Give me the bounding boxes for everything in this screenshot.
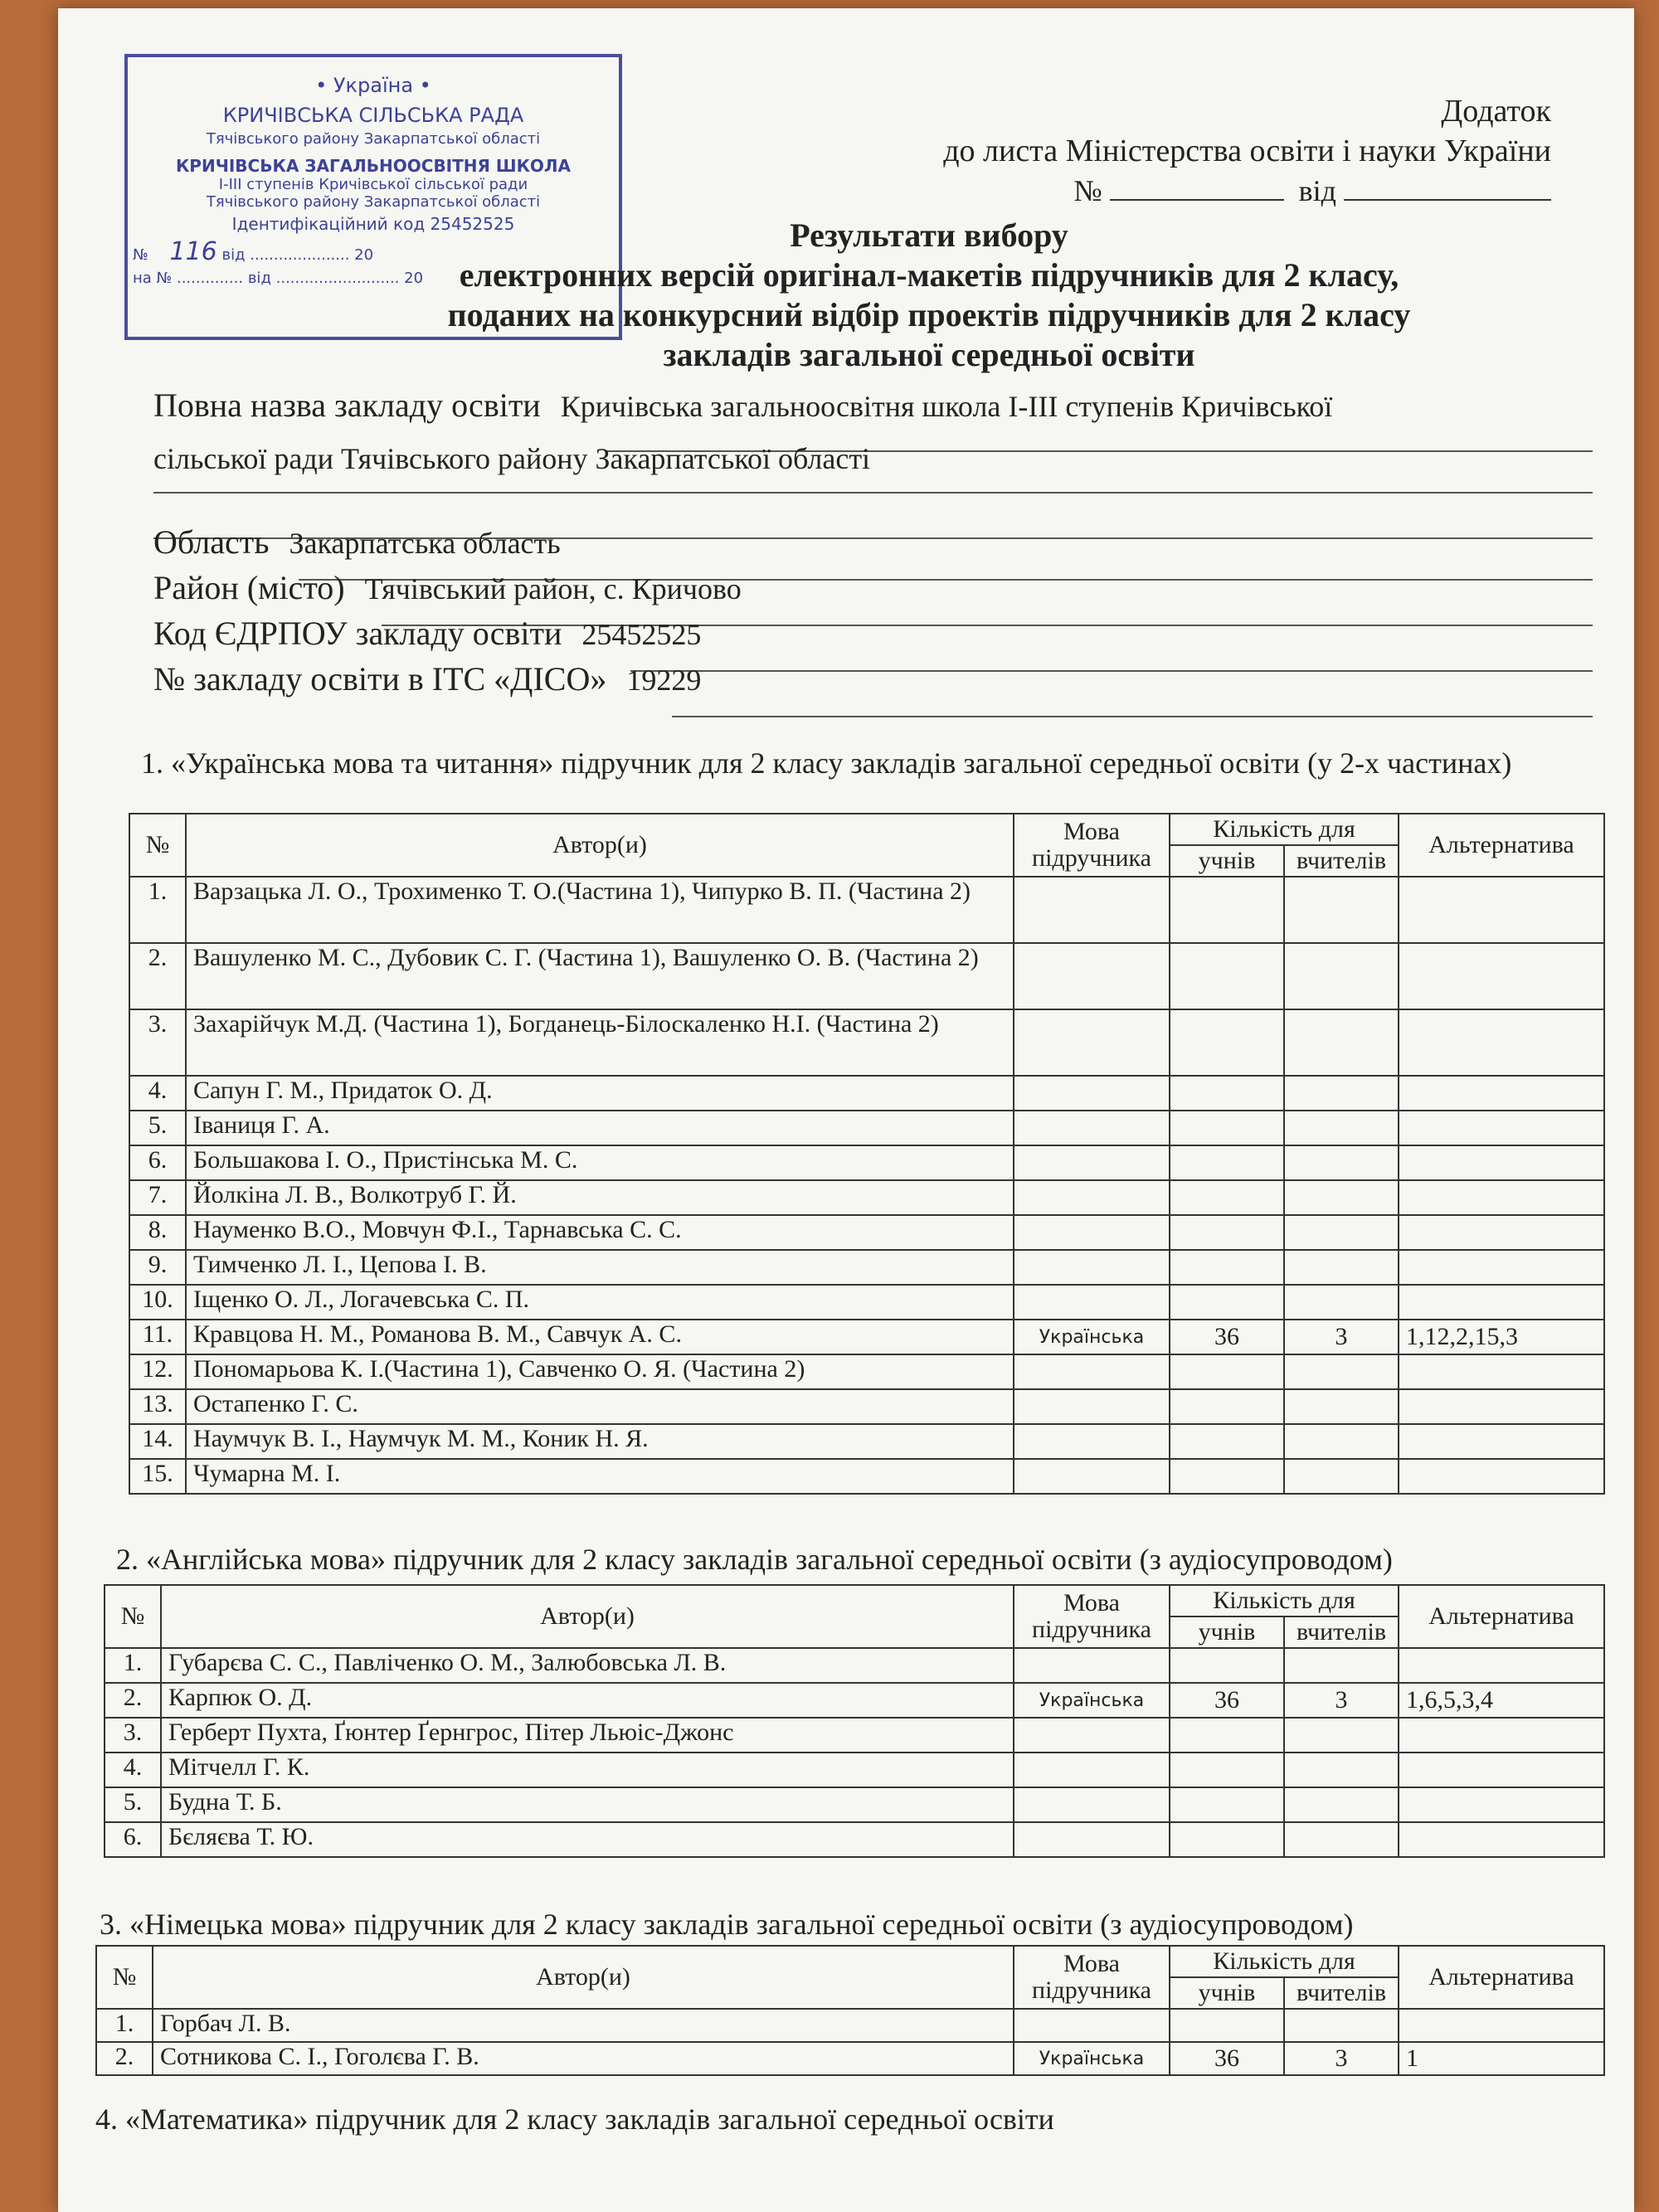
row-alternative: 1 <box>1399 2042 1604 2075</box>
row-alternative <box>1399 1076 1604 1111</box>
row-teachers-count <box>1284 1753 1399 1787</box>
row-authors: Тимченко Л. І., Цепова І. В. <box>186 1250 1014 1285</box>
row-alternative <box>1399 1459 1604 1494</box>
row-number: 15. <box>129 1459 186 1494</box>
row-language: Українська <box>1014 1683 1170 1718</box>
addendum-number-label: № <box>1073 174 1102 207</box>
row-teachers-count <box>1284 1459 1399 1494</box>
stamp-reg-no-value: 116 <box>169 237 217 266</box>
row-alternative <box>1399 943 1604 1009</box>
edrpou-value: 25452525 <box>581 618 702 651</box>
row-authors: Науменко В.О., Мовчун Ф.І., Тарнавська С. С. <box>186 1215 1014 1250</box>
row-language <box>1014 1787 1170 1822</box>
stamp-country: • Україна • <box>315 74 431 97</box>
row-alternative <box>1399 1145 1604 1180</box>
addendum-date-label: від <box>1298 174 1336 207</box>
table-row <box>129 1285 1604 1320</box>
row-students-count <box>1170 1215 1284 1250</box>
col-students-header: учнів <box>1170 845 1284 877</box>
col-num-header: № <box>129 814 186 877</box>
row-number: 8. <box>129 1215 186 1250</box>
col-alt-header: Альтернатива <box>1399 814 1604 877</box>
row-language <box>1014 1822 1170 1857</box>
row-number: 2. <box>105 1683 161 1718</box>
row-alternative <box>1399 1822 1604 1857</box>
row-authors: Вашуленко М. С., Дубовик С. Г. (Частина 1), Вашуленко О. В. (Частина 2) <box>186 943 1014 1009</box>
district-value: Тячівський район, с. Кричово <box>364 572 742 605</box>
row-alternative <box>1399 1648 1604 1683</box>
row-language <box>1014 1285 1170 1320</box>
row-alternative: 1,12,2,15,3 <box>1399 1320 1604 1354</box>
table-row <box>129 877 1604 943</box>
col-alt-header: Альтернатива <box>1399 1946 1604 2009</box>
table-row <box>129 1354 1604 1389</box>
col-qty-header: Кількість для <box>1170 814 1399 845</box>
row-students-count: 36 <box>1170 1683 1284 1718</box>
section1-table <box>129 813 1605 1495</box>
row-language <box>1014 1250 1170 1285</box>
table-row <box>129 1320 1604 1354</box>
row-teachers-count <box>1284 1009 1399 1076</box>
row-teachers-count <box>1284 1718 1399 1753</box>
row-language <box>1014 1459 1170 1494</box>
row-alternative <box>1399 1753 1604 1787</box>
row-authors: Іщенко О. Л., Логачевська С. П. <box>186 1285 1014 1320</box>
row-language <box>1014 1389 1170 1424</box>
row-number: 4. <box>129 1076 186 1111</box>
row-alternative <box>1399 1354 1604 1389</box>
itc-label: № закладу освіти в ІТС «ДІСО» <box>153 660 607 698</box>
row-teachers-count <box>1284 1822 1399 1857</box>
full-name-field-line2 <box>153 438 870 477</box>
row-language <box>1014 2009 1170 2042</box>
row-alternative <box>1399 1787 1604 1822</box>
stamp-reg2-date-label: від <box>247 270 271 287</box>
row-authors: Сотникова С. І., Гоголєва Г. В. <box>153 2042 1014 2075</box>
row-students-count <box>1170 1180 1284 1215</box>
row-teachers-count: 3 <box>1284 2042 1399 2075</box>
col-alt-header: Альтернатива <box>1399 1585 1604 1648</box>
col-authors-header: Автор(и) <box>153 1946 1014 2009</box>
row-teachers-count <box>1284 2009 1399 2042</box>
col-students-header: учнів <box>1170 1977 1284 2009</box>
row-language <box>1014 1648 1170 1683</box>
district-field <box>153 568 742 607</box>
row-students-count <box>1170 1076 1284 1111</box>
table-row <box>129 1215 1604 1250</box>
row-number: 7. <box>129 1180 186 1215</box>
row-authors: Герберт Пухта, Ґюнтер Ґернгрос, Пітер Льюіс-Джонс <box>161 1718 1014 1753</box>
table-row <box>105 1718 1604 1753</box>
stamp-id-code: Ідентифікаційний код 25452525 <box>231 214 515 234</box>
full-name-value2: сільської ради Тячівського району Закарпатської області <box>153 442 871 475</box>
table-row <box>96 2042 1604 2075</box>
col-teachers-header: вчителів <box>1284 845 1399 877</box>
row-authors: Горбач Л. В. <box>153 2009 1014 2042</box>
col-qty-header: Кількість для <box>1170 1946 1399 1977</box>
table-row <box>105 1822 1604 1857</box>
itc-field <box>153 659 701 698</box>
addendum-line1: Додаток <box>1441 94 1551 129</box>
row-authors: Наумчук В. І., Наумчук М. М., Коник Н. Я. <box>186 1424 1014 1459</box>
row-alternative <box>1399 2009 1604 2042</box>
full-name-label: Повна назва закладу освіти <box>153 386 541 424</box>
row-teachers-count <box>1284 1787 1399 1822</box>
col-num-header: № <box>105 1585 161 1648</box>
row-language <box>1014 877 1170 943</box>
row-number: 1. <box>129 877 186 943</box>
table-row <box>129 943 1604 1009</box>
stamp-council-district: Тячівського району Закарпатської області <box>206 130 541 148</box>
row-alternative <box>1399 1215 1604 1250</box>
row-students-count <box>1170 1424 1284 1459</box>
stamp-reg-year: 20 <box>354 246 374 264</box>
row-students-count <box>1170 1753 1284 1787</box>
row-alternative: 1,6,5,3,4 <box>1399 1683 1604 1718</box>
row-authors: Кравцова Н. М., Романова В. М., Савчук А. С. <box>186 1320 1014 1354</box>
table-row <box>129 1424 1604 1459</box>
stamp-reg-line: № 116 від ..................... 20 <box>133 237 374 266</box>
row-number: 10. <box>129 1285 186 1320</box>
table-row <box>129 1180 1604 1215</box>
row-teachers-count <box>1284 1215 1399 1250</box>
title-line1: Результати вибору <box>790 216 1068 254</box>
title-line2: електронних версій оригінал-макетів підручників для 2 класу, <box>459 256 1399 294</box>
addendum-date-blank <box>1344 174 1551 201</box>
col-teachers-header: вчителів <box>1284 1616 1399 1648</box>
section1-title: 1. «Українська мова та читання» підручник для 2 класу закладів загальної середньої освіти (у 2-х частинах) <box>141 746 1512 780</box>
row-students-count <box>1170 1718 1284 1753</box>
row-language <box>1014 1076 1170 1111</box>
row-students-count <box>1170 2009 1284 2042</box>
row-number: 6. <box>129 1145 186 1180</box>
row-authors: Чумарна М. І. <box>186 1459 1014 1494</box>
row-number: 1. <box>96 2009 153 2042</box>
row-students-count: 36 <box>1170 2042 1284 2075</box>
section4-title: 4. «Математика» підручник для 2 класу закладів загальної середньої освіти <box>95 2103 1054 2136</box>
table-row <box>129 1009 1604 1076</box>
row-language: Українська <box>1014 1320 1170 1354</box>
addendum-line2: до листа Міністерства освіти і науки України <box>943 134 1551 168</box>
row-teachers-count <box>1284 1250 1399 1285</box>
col-num-header: № <box>96 1946 153 2009</box>
edrpou-field <box>153 614 701 653</box>
section3-table <box>95 1945 1605 2076</box>
stamp-reg-no-label: № <box>133 246 148 264</box>
row-students-count <box>1170 1111 1284 1145</box>
row-language: Українська <box>1014 2042 1170 2075</box>
row-teachers-count <box>1284 943 1399 1009</box>
row-authors: Сапун Г. М., Придаток О. Д. <box>186 1076 1014 1111</box>
row-language <box>1014 1354 1170 1389</box>
row-authors: Большакова І. О., Пристінська М. С. <box>186 1145 1014 1180</box>
row-students-count <box>1170 1459 1284 1494</box>
row-students-count <box>1170 1648 1284 1683</box>
row-language <box>1014 943 1170 1009</box>
col-authors-header: Автор(и) <box>186 814 1014 877</box>
region-label: Область <box>153 523 270 561</box>
row-teachers-count <box>1284 877 1399 943</box>
row-teachers-count: 3 <box>1284 1320 1399 1354</box>
row-authors: Варзацька Л. О., Трохименко Т. О.(Частина 1), Чипурко В. П. (Частина 2) <box>186 877 1014 943</box>
stamp-school-level: І-ІІІ ступенів Кричівської сільської ради <box>218 176 528 193</box>
table-row <box>129 1145 1604 1180</box>
table-row <box>129 1250 1604 1285</box>
col-students-header: учнів <box>1170 1616 1284 1648</box>
section2-table <box>104 1584 1605 1858</box>
table-row <box>105 1683 1604 1718</box>
row-number: 5. <box>129 1111 186 1145</box>
row-teachers-count <box>1284 1354 1399 1389</box>
row-teachers-count <box>1284 1285 1399 1320</box>
stamp-reg2-line: на № .............. від .......................... 20 <box>133 270 424 287</box>
row-alternative <box>1399 877 1604 943</box>
row-number: 1. <box>105 1648 161 1683</box>
row-students-count <box>1170 1009 1284 1076</box>
row-authors: Захарійчук М.Д. (Частина 1), Богданець-Білоскаленко Н.І. (Частина 2) <box>186 1009 1014 1076</box>
row-number: 5. <box>105 1787 161 1822</box>
row-alternative <box>1399 1424 1604 1459</box>
section3-title: 3. «Німецька мова» підручник для 2 класу закладів загальної середньої освіти (з аудіосупроводом) <box>100 1908 1354 1941</box>
row-alternative <box>1399 1285 1604 1320</box>
addendum-header <box>943 91 1551 211</box>
row-students-count <box>1170 877 1284 943</box>
row-alternative <box>1399 1250 1604 1285</box>
district-label: Район (місто) <box>153 569 345 606</box>
row-students-count <box>1170 1250 1284 1285</box>
title-line4: закладів загальної середньої освіти <box>663 336 1195 373</box>
row-teachers-count <box>1284 1648 1399 1683</box>
row-number: 14. <box>129 1424 186 1459</box>
stamp-reg2-label: на № <box>133 270 173 287</box>
table-row <box>129 1111 1604 1145</box>
title-line3: поданих на конкурсний відбір проектів підручників для 2 класу <box>447 296 1411 333</box>
row-students-count <box>1170 1145 1284 1180</box>
row-teachers-count <box>1284 1424 1399 1459</box>
row-language <box>1014 1145 1170 1180</box>
row-teachers-count <box>1284 1180 1399 1215</box>
row-students-count <box>1170 1285 1284 1320</box>
row-alternative <box>1399 1009 1604 1076</box>
row-teachers-count <box>1284 1111 1399 1145</box>
row-students-count <box>1170 1787 1284 1822</box>
row-students-count <box>1170 943 1284 1009</box>
section2-title: 2. «Англійська мова» підручник для 2 класу закладів загальної середньої освіти (з аудіосупроводом) <box>116 1543 1393 1576</box>
row-number: 3. <box>129 1009 186 1076</box>
row-alternative <box>1399 1389 1604 1424</box>
row-language <box>1014 1718 1170 1753</box>
region-field <box>153 523 561 562</box>
table-row <box>129 1459 1604 1494</box>
stamp-reg-date-label: від <box>221 246 246 264</box>
stamp-council: КРИЧІВСЬКА СІЛЬСЬКА РАДА <box>222 104 524 127</box>
row-number: 12. <box>129 1354 186 1389</box>
row-number: 2. <box>129 943 186 1009</box>
region-value: Закарпатська область <box>289 527 561 560</box>
table-row <box>129 1389 1604 1424</box>
row-language <box>1014 1215 1170 1250</box>
row-students-count <box>1170 1354 1284 1389</box>
row-teachers-count: 3 <box>1284 1683 1399 1718</box>
row-alternative <box>1399 1718 1604 1753</box>
row-language <box>1014 1009 1170 1076</box>
row-number: 2. <box>96 2042 153 2075</box>
document-title <box>307 216 1551 375</box>
row-number: 6. <box>105 1822 161 1857</box>
full-name-field <box>153 386 1332 425</box>
addendum-number-line <box>943 171 1551 211</box>
row-authors: Остапенко Г. С. <box>186 1389 1014 1424</box>
document-page <box>58 8 1634 2212</box>
row-number: 4. <box>105 1753 161 1787</box>
row-alternative <box>1399 1180 1604 1215</box>
row-number: 13. <box>129 1389 186 1424</box>
row-teachers-count <box>1284 1145 1399 1180</box>
row-number: 3. <box>105 1718 161 1753</box>
row-authors: Йолкіна Л. В., Волкотруб Г. Й. <box>186 1180 1014 1215</box>
row-students-count: 36 <box>1170 1320 1284 1354</box>
col-lang-header: Мова підручника <box>1014 1585 1170 1648</box>
stamp-school: КРИЧІВСЬКА ЗАГАЛЬНООСВІТНЯ ШКОЛА <box>175 156 572 176</box>
row-language <box>1014 1424 1170 1459</box>
col-authors-header: Автор(и) <box>161 1585 1014 1648</box>
stamp-reg2-year: 20 <box>404 270 424 287</box>
row-language <box>1014 1111 1170 1145</box>
col-lang-header: Мова підручника <box>1014 814 1170 877</box>
itc-value: 19229 <box>626 664 702 697</box>
row-authors: Іваниця Г. А. <box>186 1111 1014 1145</box>
row-teachers-count <box>1284 1389 1399 1424</box>
row-number: 9. <box>129 1250 186 1285</box>
row-authors: Карпюк О. Д. <box>161 1683 1014 1718</box>
addendum-number-blank <box>1110 174 1284 201</box>
row-language <box>1014 1180 1170 1215</box>
row-authors: Пономарьова К. І.(Частина 1), Савченко О. Я. (Частина 2) <box>186 1354 1014 1389</box>
table-row <box>96 2009 1604 2042</box>
row-authors: Бєляєва Т. Ю. <box>161 1822 1014 1857</box>
row-students-count <box>1170 1389 1284 1424</box>
row-authors: Будна Т. Б. <box>161 1787 1014 1822</box>
full-name-value1: Кричівська загальноосвітня школа І-ІІІ ступенів Кричівської <box>560 390 1333 423</box>
row-language <box>1014 1753 1170 1787</box>
row-authors: Мітчелл Г. К. <box>161 1753 1014 1787</box>
row-number: 11. <box>129 1320 186 1354</box>
col-qty-header: Кількість для <box>1170 1585 1399 1616</box>
table-row <box>105 1753 1604 1787</box>
row-teachers-count <box>1284 1076 1399 1111</box>
table-row <box>105 1648 1604 1683</box>
table-row <box>129 1076 1604 1111</box>
row-authors: Губарєва С. С., Павліченко О. М., Залюбовська Л. В. <box>161 1648 1014 1683</box>
row-students-count <box>1170 1822 1284 1857</box>
row-alternative <box>1399 1111 1604 1145</box>
table-row <box>105 1787 1604 1822</box>
col-lang-header: Мова підручника <box>1014 1946 1170 2009</box>
stamp-school-district: Тячівського району Закарпатської області <box>206 193 541 211</box>
edrpou-label: Код ЄДРПОУ закладу освіти <box>153 615 562 652</box>
col-teachers-header: вчителів <box>1284 1977 1399 2009</box>
